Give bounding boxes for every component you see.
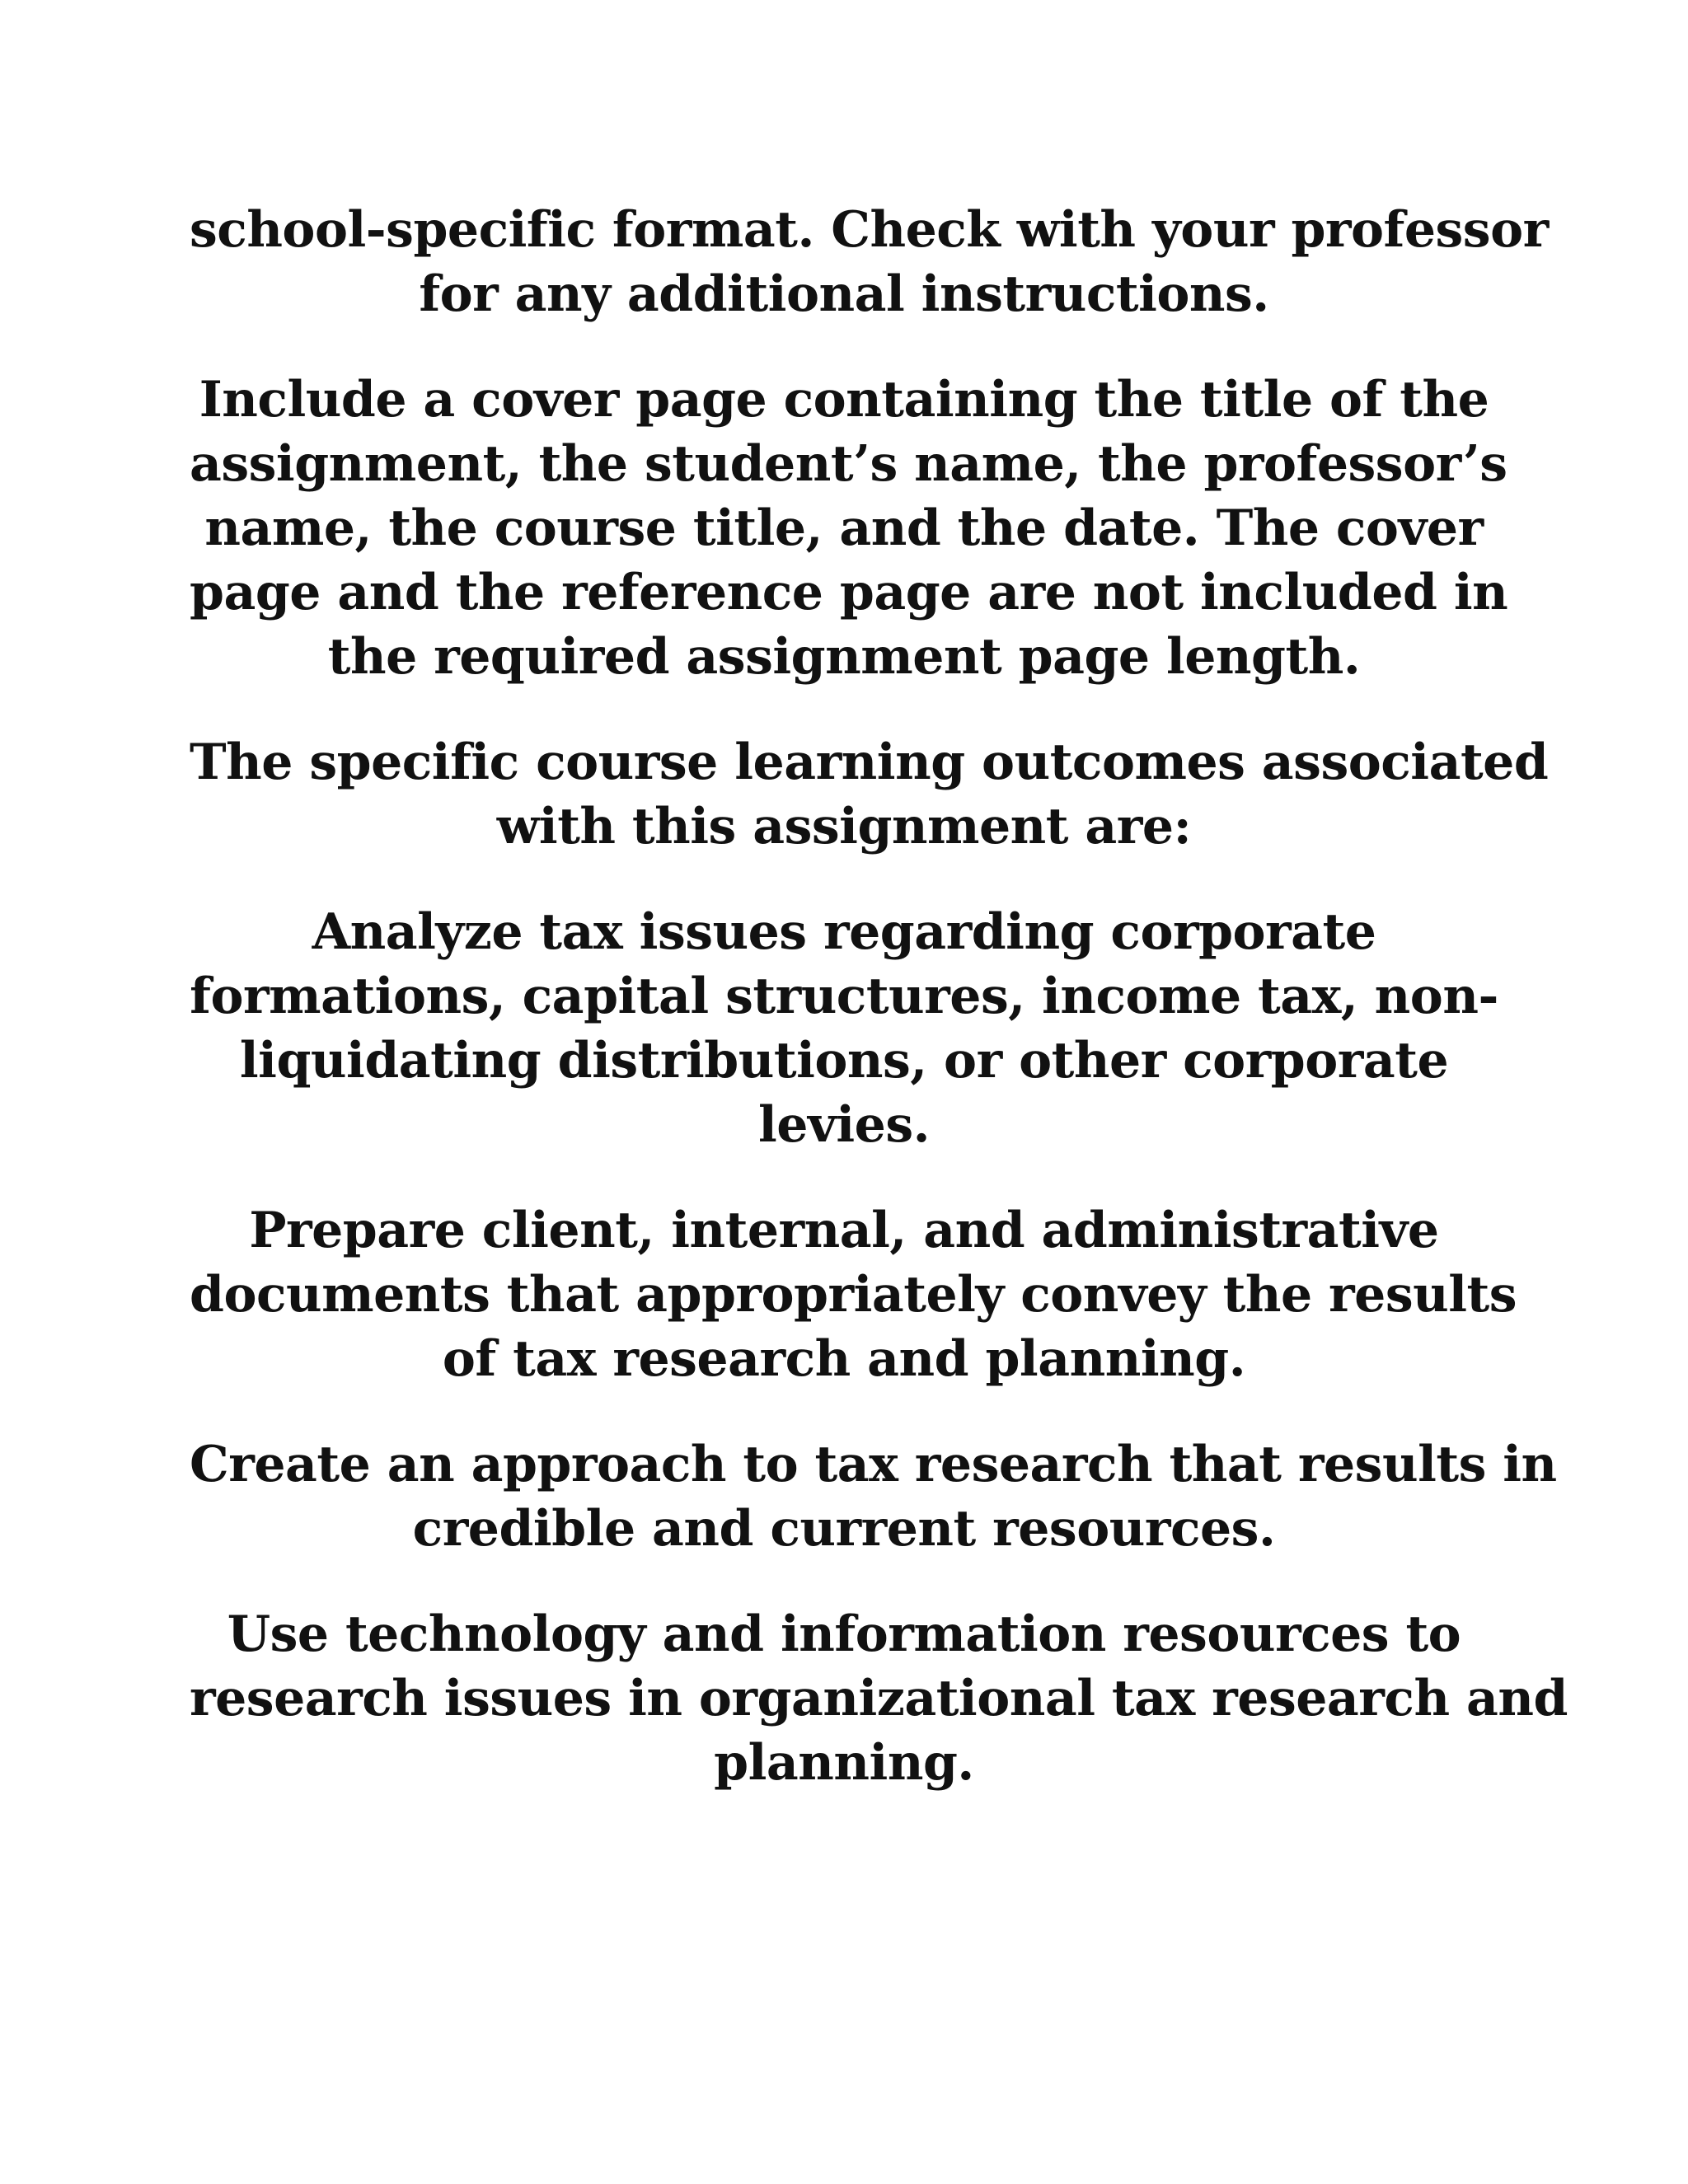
text-line: of tax research and planning. (442, 1330, 1246, 1388)
text-line: assignment, the student’s name, the professor’s (190, 435, 1507, 493)
text-line: for any additional instructions. (419, 265, 1269, 323)
outcome-prepare-documents (190, 1198, 1517, 1391)
text-line: liquidating distributions, or other corporate (239, 1032, 1449, 1090)
text-line: Include a cover page containing the title of the (199, 371, 1489, 429)
text-line: documents that appropriately convey the results (190, 1266, 1517, 1324)
paragraph-learning-outcomes-intro (190, 730, 1549, 859)
paragraph-format-instructions (190, 198, 1549, 326)
text-line: name, the course title, and the date. The cover (204, 499, 1484, 557)
text-line: the required assignment page length. (327, 628, 1361, 686)
text-line: Create an approach to tax research that results in (190, 1436, 1557, 1493)
text-line: formations, capital structures, income tax, non- (190, 968, 1498, 1025)
text-line: research issues in organizational tax research and (190, 1670, 1568, 1727)
text-line: levies. (758, 1096, 930, 1154)
paragraph-cover-page (190, 368, 1508, 689)
text-line: Use technology and information resources to (227, 1605, 1461, 1663)
text-line: credible and current resources. (412, 1500, 1276, 1558)
text-line: Prepare client, internal, and administrative (249, 1202, 1439, 1259)
text-line: school-specific format. Check with your professor (190, 201, 1549, 259)
document-body (190, 198, 1568, 1836)
text-line: Analyze tax issues regarding corporate (312, 903, 1376, 961)
outcome-use-technology (190, 1602, 1568, 1795)
outcome-analyze-tax-issues (190, 900, 1498, 1157)
outcome-create-approach (190, 1432, 1557, 1561)
text-line: with this assignment are: (496, 798, 1192, 855)
text-line: The specific course learning outcomes associated (190, 733, 1549, 791)
text-line: planning. (714, 1734, 974, 1792)
text-line: page and the reference page are not included in (190, 564, 1508, 621)
